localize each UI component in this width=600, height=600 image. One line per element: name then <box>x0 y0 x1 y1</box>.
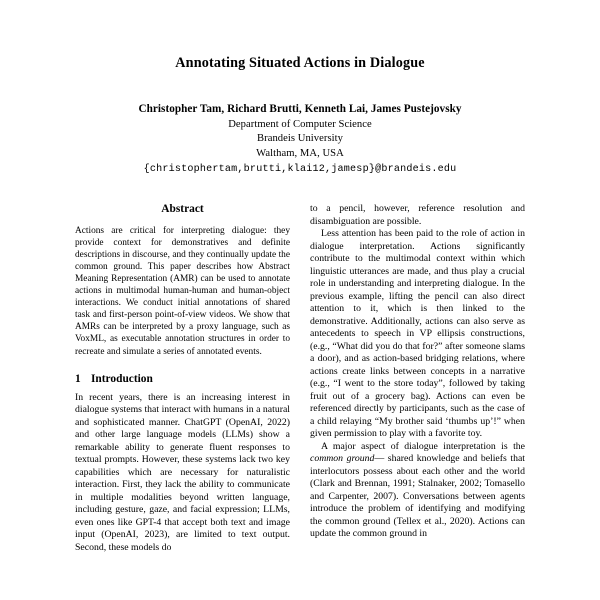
affiliation-location: Waltham, MA, USA <box>256 147 344 159</box>
paragraph-text-lead: A major aspect of dialogue interpretation is the <box>321 440 525 452</box>
abstract-body: Actions are critical for interpreting dialogue: they provide context for demonstratives and definite descriptions in discourse, and they continually update the common ground. This paper describes how Abstract Meaning Representation (AMR) can be used to annotate actions in multimodal human-human and human-object interactions. We conduct initial annotations of shared task and first-person point-of-view videos. We show that AMRs can be interpreted by a proxy language, such as VoxML, as executable annotation structures in order to recreate and simulate a series of annotated events. <box>75 226 290 357</box>
introduction-body <box>75 392 290 555</box>
paragraph: In recent years, there is an increasing interest in dialogue systems that interact with humans in a natural and sophisticated manner. ChatGPT (OpenAI, 2022) and other large language models (LLMs) show a remarkable ability to generate fluent responses to textual prompts. However, these systems lack two key capabilities which are necessary for naturalistic interaction. First, they lack the ability to communicate in multiple modalities beyond written language, including gesture, gaze, and facial expression; LLMs, even ones like GPT-4 that accept both text and image input (OpenAI, 2023), are limited to text output. Second, these models do <box>75 391 290 553</box>
left-column <box>75 203 290 554</box>
section-title: Introduction <box>91 372 153 385</box>
paragraph-common-ground <box>310 441 525 541</box>
paragraph: Less attention has been paid to the role of action in dialogue interpretation. Actions significantly contribute to the multimodal context within which linguistic utterances are made, and thus play a crucial role in understanding and interpreting dialogue. In the previous example, lifting the pencil can also direct attention to it, which is then linked to the demonstrative. Additionally, actions can also serve as antecedents to speech in VP ellipsis constructions, (e.g., “What did you do that for?” after someone slams a door), and as action-based bridging relations, where actions create links between concepts in a narrative (e.g., “I went to the store today”, followed by taking fruit out of a grocery bag). Actions can even be referenced directly by participants, such as the case of a child relaying “My brother said ‘thumbs up’!” when given permission to play with a favorite toy. <box>310 228 525 440</box>
two-column-body <box>0 203 600 554</box>
affiliation-institution: Brandeis University <box>257 133 343 145</box>
paragraph-text-tail: — shared knowledge and beliefs that interlocutors possess about each other and the world (Clark and Brennan, 1991; Stalnaker, 2002; Tomasello and Carpenter, 2007). Conversations between agents introduce the problem of identifying and modifying the common ground (Tellex et al., 2020). Actions can update the common ground in <box>310 453 526 540</box>
abstract-heading: Abstract <box>161 203 204 216</box>
section-number: 1 <box>75 372 81 385</box>
paper-header <box>0 0 600 175</box>
paragraph-continuation: to a pencil, however, reference resolution and disambiguation are possible. <box>310 203 525 227</box>
right-column <box>310 203 525 554</box>
term-common-ground: common ground <box>310 453 375 465</box>
page-title: Annotating Situated Actions in Dialogue <box>175 55 425 71</box>
author-list: Christopher Tam, Richard Brutti, Kenneth Lai, James Pustejovsky <box>138 103 462 116</box>
right-column-body <box>310 203 525 541</box>
section-heading-introduction <box>75 373 290 385</box>
author-emails: {christophertam,brutti,klai12,jamesp}@brandeis.edu <box>143 164 457 176</box>
affiliation-department: Department of Computer Science <box>228 118 372 130</box>
